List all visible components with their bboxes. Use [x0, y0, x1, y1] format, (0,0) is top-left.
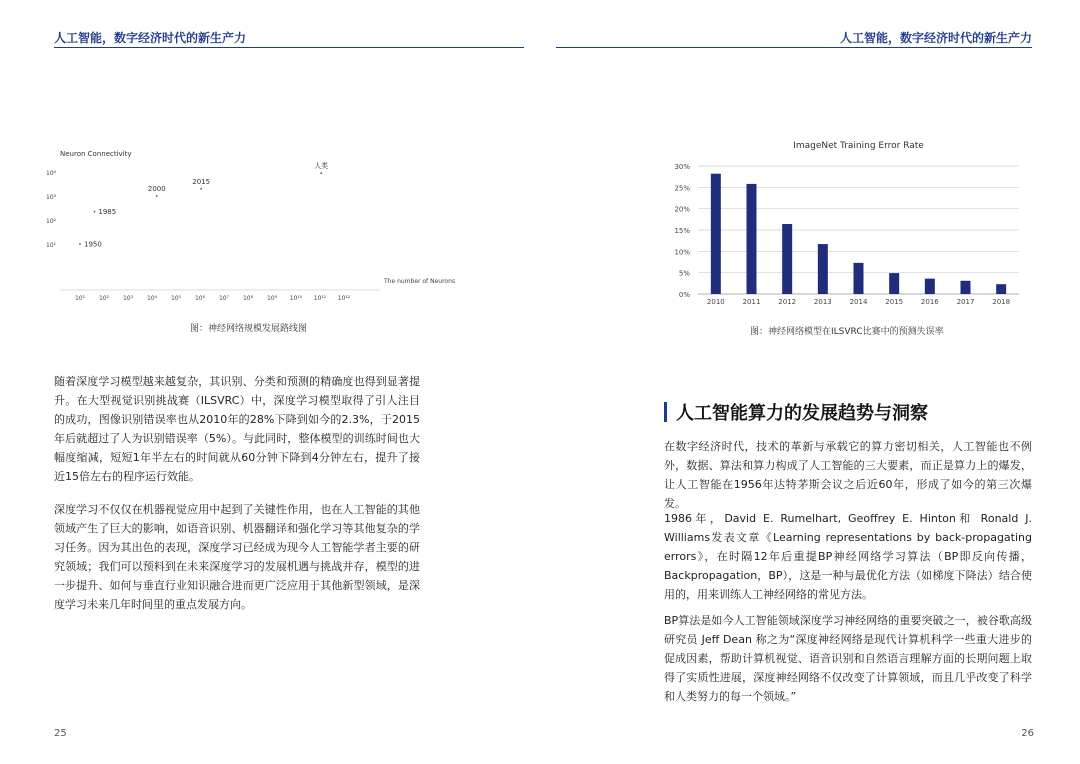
left-page-number: 25	[54, 728, 67, 739]
left-chart-point	[320, 172, 322, 174]
section-title: 人工智能算力的发展趋势与洞察	[664, 399, 928, 425]
left-paragraph-2: 深度学习不仅仅在机器视觉应用中起到了关键性作用，也在人工智能的其他领域产生了巨大的影响，如语音识别、机器翻译和强化学习等其他复杂的学习任务。因为其出色的表现，深度学习已经成为现今人工智能学者主要的研究领域；我们可以预料到在未来深度学习的发展机遇与挑战并存，模型的进一步提升、如何与垂直行业知识融合进而更广泛应用于其他新型领域，是深度学习未来几年时间里的重点发展方向。	[54, 503, 420, 611]
left-chart-point-label: 1950	[84, 240, 102, 249]
left-paragraph-1: 随着深度学习模型越来越复杂，其识别、分类和预测的精确度也得到显著提升。在大型视觉识别挑战赛（ILSVRC）中，深度学习模型取得了引人注目的成功，图像识别错误率也从2010年的28%下降到如今的2.3%，于2015年后就超过了人为识别错误率（5%）。与此同时，整体模型的训练时间也大幅度缩减，短短1年半左右的时间就从60分钟下降到4分钟左右，提升了接近15倍左右的程序运行效能。	[54, 375, 420, 483]
left-chart-point	[79, 243, 81, 245]
right-chart-y-tick: 10%	[674, 248, 690, 257]
right-page-number: 26	[1021, 728, 1034, 739]
right-chart-x-tick: 2010	[706, 298, 725, 306]
right-chart-y-tick: 30%	[674, 163, 690, 171]
left-chart-x-tick: 10⁵	[170, 295, 182, 302]
right-paragraph-1: 在数字经济时代，技术的革新与承载它的算力密切相关，人工智能也不例外，数据、算法和算力构成了人工智能的三大要素，而正是算力上的爆发，让人工智能在1956年达特茅斯会议之后近60年，形成了如今的第三次爆发。	[664, 440, 1032, 510]
right-chart-x-tick: 2012	[778, 298, 797, 306]
left-chart-x-tick: 10¹⁰	[289, 295, 303, 302]
right-chart-x-tick: 2016	[920, 298, 939, 306]
left-chart-y-tick: 10¹	[46, 242, 57, 249]
right-chart-bar	[889, 273, 899, 294]
left-chart-point-label: 1985	[98, 208, 117, 217]
right-chart-bar	[961, 281, 971, 294]
left-chart-x-tick: 10¹²	[337, 295, 351, 302]
right-chart-x-tick: 2017	[956, 298, 975, 306]
right-chart-y-tick: 5%	[678, 269, 690, 278]
left-chart-x-tick: 10⁸	[242, 295, 254, 302]
right-chart-x-tick: 2015	[885, 298, 904, 306]
left-chart-point	[94, 211, 96, 213]
left-chart-point	[200, 188, 202, 190]
left-chart-x-tick: 10⁴	[146, 295, 158, 302]
left-chart-x-tick: 10²	[98, 295, 110, 302]
left-chart-point-label: 人类	[314, 162, 329, 171]
right-chart-bar	[782, 224, 792, 294]
right-chart-y-tick: 25%	[674, 184, 690, 193]
left-running-header: 人工智能，数字经济时代的新生产力	[54, 31, 247, 45]
right-chart-y-tick: 15%	[674, 227, 690, 235]
left-header-rule	[54, 47, 524, 48]
left-chart-x-label: The number of Neurons	[384, 278, 455, 285]
left-chart-y-tick: 10⁴	[46, 170, 57, 177]
left-chart-title: Neuron Connectivity	[60, 150, 132, 158]
right-chart-x-tick: 2014	[849, 298, 868, 306]
right-chart-bar	[996, 284, 1006, 294]
left-chart-x-tick: 10¹¹	[313, 295, 327, 302]
right-running-header: 人工智能，数字经济时代的新生产力	[839, 31, 1032, 45]
right-paragraph-3: BP算法是如今人工智能领域深度学习神经网络的重要突破之一，被谷歌高级研究员 Jeff Dean 称之为“深度神经网络是现代计算机科学一些重大进步的促成因素，帮助计算机视觉、语音识别和自然语言理解方面的长期问题上取得了实质性进展，深度神经网络不仅改变了计算领域，而且几乎改变了科学和人类努力的每一个领域。”	[664, 614, 1032, 703]
left-chart-point	[156, 195, 158, 197]
right-chart-x-tick: 2011	[742, 298, 761, 306]
left-chart-x-tick: 10¹	[74, 295, 86, 302]
right-header-rule	[556, 47, 1032, 48]
left-chart-x-tick: 10⁶	[194, 295, 206, 302]
right-paragraph-2: 1986年，David E. Rumelhart, Geoffrey E. Hinton和 Ronald J. Williams发表文章《Learning representations by back-propagating errors》，在时隔12年后重提BP神经网络学习算法（BP即反向传播，Backpropagation，BP），这是一种与最优化方法（如梯度下降法）结合使用的，用来训练人工神经网络的常见方法。	[664, 512, 1032, 601]
right-chart-bar	[925, 279, 935, 294]
right-chart-bar	[818, 244, 828, 294]
left-chart-point-label: 2015	[192, 177, 211, 186]
right-chart-bar	[747, 184, 757, 294]
left-chart-x-tick: 10³	[122, 295, 134, 302]
left-chart-y-tick: 10²	[46, 218, 57, 225]
right-chart-title: ImageNet Training Error Rate	[793, 141, 924, 151]
right-chart-y-tick: 20%	[674, 205, 690, 214]
right-chart-bar	[711, 174, 721, 294]
neuron-connectivity-chart	[40, 140, 455, 310]
left-chart-point-label: 2000	[147, 185, 166, 193]
left-chart-y-tick: 10³	[46, 194, 57, 201]
left-chart-x-tick: 10⁹	[266, 295, 278, 302]
left-chart-caption: 图：神经网络规模发展路线图	[190, 324, 308, 334]
right-chart-caption: 图：神经网络模型在ILSVRC比赛中的预测失误率	[750, 327, 944, 337]
right-chart-x-tick: 2018	[992, 298, 1011, 306]
right-chart-x-tick: 2013	[813, 298, 832, 306]
right-chart-y-tick: 0%	[678, 291, 690, 299]
imagenet-error-chart	[664, 134, 1034, 314]
left-chart-x-tick: 10⁷	[218, 295, 230, 302]
right-chart-bar	[854, 263, 864, 294]
